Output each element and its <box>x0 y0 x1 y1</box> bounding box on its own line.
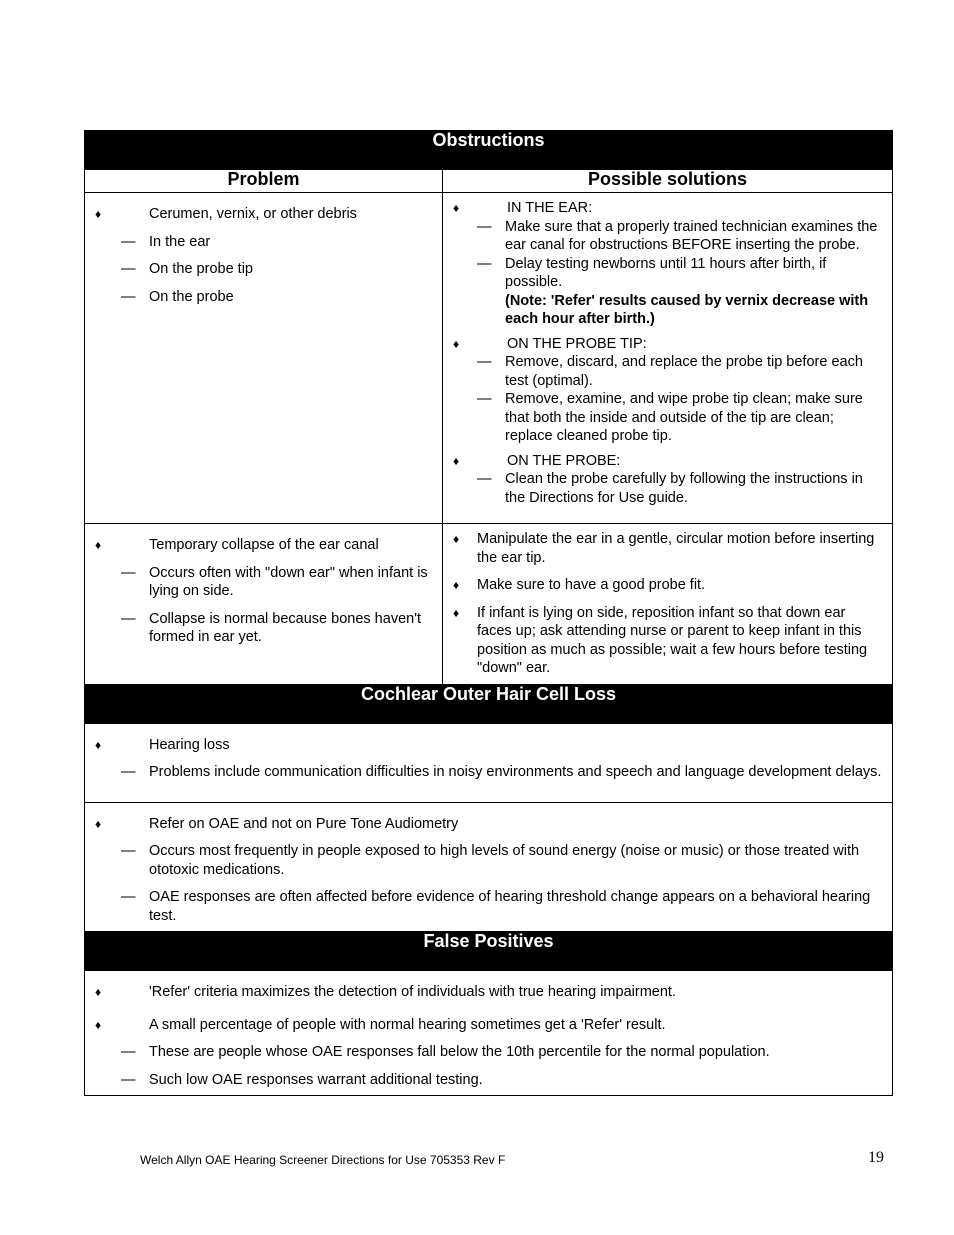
solutions-cell <box>443 193 893 524</box>
sub-item: — Remove, examine, and wipe probe tip clean; make sure that both the inside and outside of the tip are clean; replace cleaned probe tip. <box>477 391 863 444</box>
dash-icon: — <box>121 564 136 581</box>
bullet-icon: ♦ <box>95 816 102 831</box>
list-item: ♦ Make sure to have a good probe fit. <box>453 577 706 593</box>
cochlear-row-hearing-loss <box>85 723 893 802</box>
dash-icon: — <box>477 255 492 272</box>
dash-icon: — <box>477 354 492 370</box>
dash-icon: — <box>121 1044 136 1060</box>
solution-group-probe-tip <box>451 335 884 446</box>
sub-item: — Remove, discard, and replace the probe tip before each test (optimal). <box>477 354 863 389</box>
bullet-icon: ♦ <box>95 538 102 552</box>
section-header-cochlear <box>85 684 893 723</box>
sub-item: — Collapse is normal because bones haven't formed in ear yet. <box>121 610 421 645</box>
bullet-icon: ♦ <box>453 532 460 546</box>
dash-icon: — <box>121 889 136 905</box>
bullet-icon: ♦ <box>453 201 460 215</box>
sub-item: — On the probe tip <box>121 261 253 277</box>
bullet-icon: ♦ <box>95 207 102 221</box>
list-item: ♦ ON THE PROBE: <box>453 452 621 469</box>
section-title: Obstructions <box>85 131 893 170</box>
sub-item: — On the probe <box>121 288 234 305</box>
sub-item: — Problems include communication difficulties in noisy environments and speech and language development delays. <box>121 764 882 780</box>
column-header-problem: Problem <box>85 170 443 193</box>
bullet-icon: ♦ <box>95 737 102 752</box>
list-item: ♦ Temporary collapse of the ear canal <box>95 537 379 553</box>
sub-item: — Occurs most frequently in people exposed to high levels of sound energy (noise or music) or those treated with ototoxic medications. <box>121 843 860 878</box>
sub-item: — OAE responses are often affected before evidence of hearing threshold change appears on a behavioral hearing test. <box>121 889 871 924</box>
false-positives-row <box>85 971 893 1096</box>
sub-item: — Occurs often with "down ear" when infant is lying on side. <box>121 564 428 599</box>
dash-icon: — <box>121 261 136 277</box>
sub-item: — Delay testing newborns until 11 hours after birth, if possible. <box>477 255 827 290</box>
sub-item: — Clean the probe carefully by following the instructions in the Directions for Use guide. <box>477 471 863 506</box>
list-item: ♦ Refer on OAE and not on Pure Tone Audiometry <box>95 815 459 832</box>
list-item: ♦ 'Refer' criteria maximizes the detection of individuals with true hearing impairment. <box>95 984 676 1000</box>
bullet-icon: ♦ <box>95 1017 102 1032</box>
dash-icon: — <box>121 1071 136 1088</box>
section-header-obstructions <box>85 131 893 170</box>
troubleshooting-table <box>84 130 893 1096</box>
full-cell <box>85 971 893 1096</box>
note-text: (Note: 'Refer' results caused by vernix decrease with each hour after birth.) <box>505 292 869 327</box>
page-number: 19 <box>868 1149 884 1166</box>
solutions-cell <box>443 524 893 685</box>
list-item: ♦ Cerumen, vernix, or other debris <box>95 206 357 222</box>
column-headers <box>85 170 893 193</box>
bullet-icon: ♦ <box>453 453 460 468</box>
list-item: ♦ If infant is lying on side, reposition infant so that down ear faces up; ask attending nurse or parent to keep infant in this position as much as possible; wait a few hours before testing "down" ear. <box>453 604 868 676</box>
dash-icon: — <box>121 233 136 250</box>
list-item: ♦ ON THE PROBE TIP: <box>453 335 647 352</box>
sub-item: — In the ear <box>121 233 211 250</box>
solution-group-probe <box>451 452 884 508</box>
obstruction-row-collapse <box>85 524 893 685</box>
bullet-icon: ♦ <box>453 336 460 351</box>
full-cell <box>85 802 893 932</box>
bullet-icon: ♦ <box>453 578 460 592</box>
section-header-false-positives <box>85 932 893 971</box>
dash-icon: — <box>121 288 136 305</box>
full-cell <box>85 723 893 802</box>
dash-icon: — <box>121 843 136 859</box>
dash-icon: — <box>477 471 492 487</box>
dash-icon: — <box>477 218 492 235</box>
solution-group-ear <box>451 199 884 329</box>
list-item: ♦ Manipulate the ear in a gentle, circular motion before inserting the ear tip. <box>453 531 875 566</box>
section-title: False Positives <box>85 932 893 971</box>
cochlear-row-refer <box>85 802 893 932</box>
sub-item: — Such low OAE responses warrant additional testing. <box>121 1071 483 1088</box>
list-item: ♦ A small percentage of people with normal hearing sometimes get a 'Refer' result. <box>95 1016 666 1033</box>
list-item: ♦ IN THE EAR: <box>453 200 593 216</box>
sub-item: — Make sure that a properly trained technician examines the ear canal for obstructions BEFORE inserting the probe. <box>477 218 878 253</box>
sub-item: — These are people whose OAE responses fall below the 10th percentile for the normal population. <box>121 1044 770 1060</box>
bullet-icon: ♦ <box>95 985 102 999</box>
obstruction-row-debris <box>85 193 893 524</box>
dash-icon: — <box>477 391 492 407</box>
dash-icon: — <box>121 764 136 780</box>
bullet-icon: ♦ <box>453 605 460 620</box>
column-header-solutions: Possible solutions <box>443 170 893 193</box>
section-title: Cochlear Outer Hair Cell Loss <box>85 684 893 723</box>
problem-cell <box>85 524 443 685</box>
footer-text: Welch Allyn OAE Hearing Screener Directions for Use 705353 Rev F <box>140 1153 506 1167</box>
problem-cell <box>85 193 443 524</box>
list-item: ♦ Hearing loss <box>95 736 230 753</box>
dash-icon: — <box>121 610 136 627</box>
